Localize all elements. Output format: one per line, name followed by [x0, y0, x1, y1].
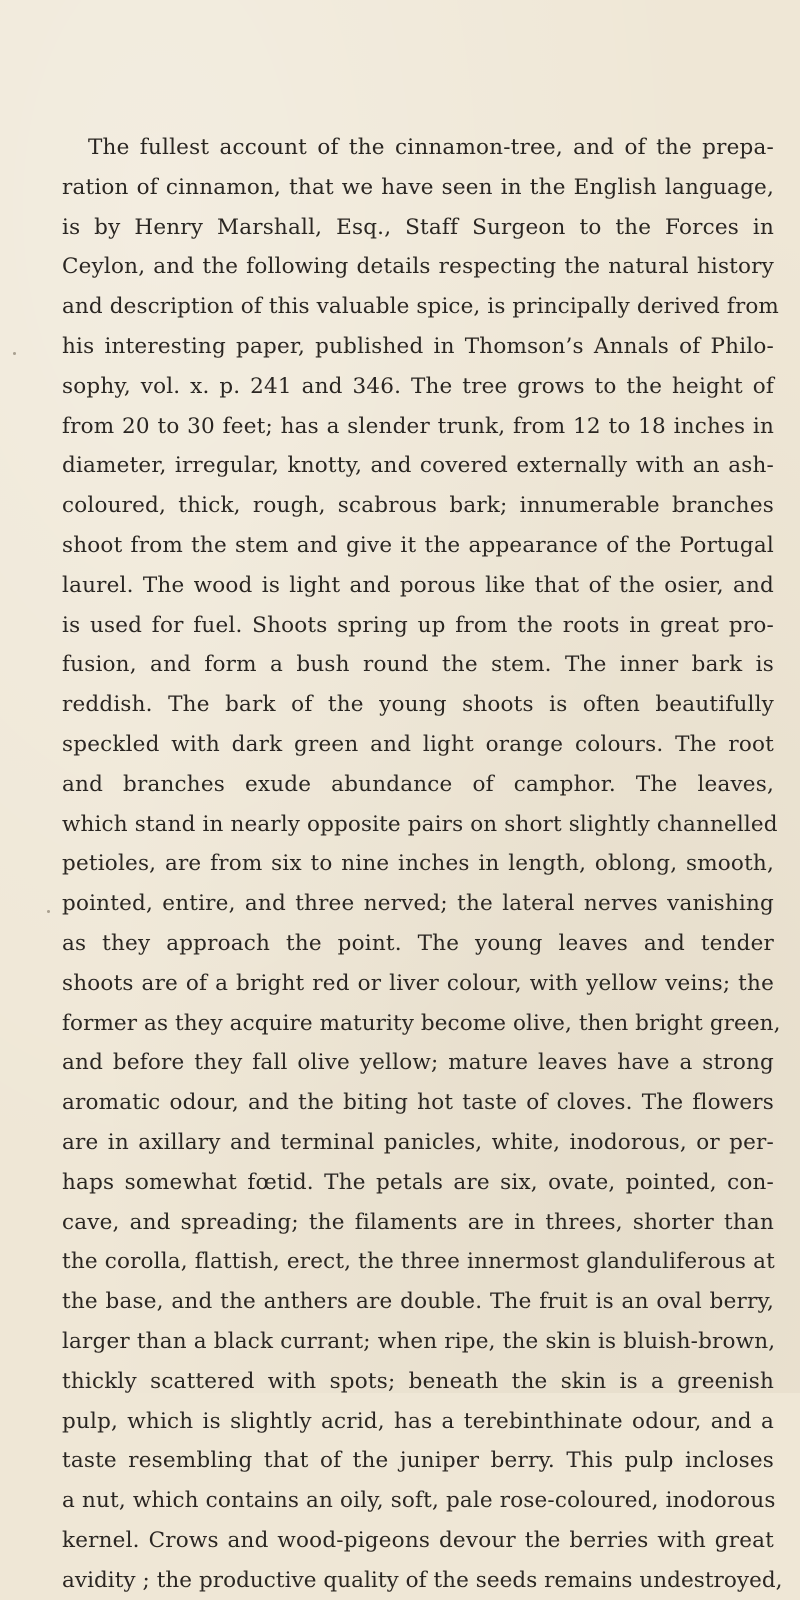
text-line: pointed, entire, and three nerved; the lateral nerves vanishing — [62, 891, 774, 917]
text-line: is used for fuel. Shoots spring up from the roots in great pro- — [62, 612, 774, 638]
text-line: laurel. The wood is light and porous like that of the osier, and — [62, 572, 774, 598]
paper-speck — [13, 352, 16, 355]
text-line: coloured, thick, rough, scabrous bark; innumerable branches — [62, 493, 774, 519]
text-line: diameter, irregular, knotty, and covered externally with an ash- — [62, 453, 774, 479]
text-line: the base, and the anthers are double. The fruit is an oval berry, — [62, 1289, 774, 1315]
paper-speck — [47, 910, 50, 913]
text-line: former as they acquire maturity become olive, then bright green, — [62, 1010, 781, 1036]
text-line: The fullest account of the cinnamon-tree, and of the prepa- — [88, 135, 774, 160]
body-paragraph — [62, 128, 783, 1600]
text-line: ration of cinnamon, that we have seen in the English language, — [62, 174, 774, 200]
text-line: shoot from the stem and give it the appearance of the Portugal — [62, 532, 774, 558]
text-line: petioles, are from six to nine inches in length, oblong, smooth, — [62, 851, 774, 877]
text-line: kernel. Crows and wood-pigeons devour the berries with great — [62, 1527, 774, 1553]
text-line: Ceylon, and the following details respecting the natural history — [62, 254, 774, 280]
text-line: a nut, which contains an oily, soft, pale rose-coloured, inodorous — [62, 1488, 776, 1514]
text-line: from 20 to 30 feet; has a slender trunk, from 12 to 18 inches in — [62, 413, 774, 439]
text-line: and before they fall olive yellow; mature leaves have a strong — [62, 1050, 774, 1076]
text-line: his interesting paper, published in Thomson’s Annals of Philo- — [62, 333, 774, 359]
text-line: the corolla, flattish, erect, the three innermost glanduliferous at — [62, 1249, 775, 1275]
text-line: reddish. The bark of the young shoots is often beautifully — [62, 692, 774, 718]
text-line: which stand in nearly opposite pairs on short slightly channelled — [62, 811, 778, 837]
text-line: and branches exude abundance of camphor. The leaves, — [62, 771, 774, 797]
text-line: larger than a black currant; when ripe, the skin is bluish-brown, — [62, 1328, 776, 1354]
text-line: pulp, which is slightly acrid, has a terebinthinate odour, and a — [62, 1408, 774, 1434]
text-line: sophy, vol. x. p. 241 and 346. The tree grows to the height of — [62, 373, 774, 399]
text-line: haps somewhat fœtid. The petals are six, ovate, pointed, con- — [62, 1169, 774, 1195]
text-line: aromatic odour, and the biting hot taste of cloves. The flowers — [62, 1090, 774, 1116]
text-line: are in axillary and terminal panicles, white, inodorous, or per- — [62, 1129, 774, 1155]
text-line: speckled with dark green and light orange colours. The root — [62, 731, 774, 757]
text-line: fusion, and form a bush round the stem. The inner bark is — [62, 652, 774, 678]
text-line: is by Henry Marshall, Esq., Staff Surgeon to the Forces in — [62, 214, 774, 240]
text-line: shoots are of a bright red or liver colour, with yellow veins; the — [62, 970, 774, 996]
text-line: as they approach the point. The young leaves and tender — [62, 930, 774, 956]
text-line: cave, and spreading; the filaments are in threes, shorter than — [62, 1209, 774, 1235]
text-line: and description of this valuable spice, is principally derived from — [62, 294, 779, 320]
text-line: taste resembling that of the juniper berry. This pulp incloses — [62, 1448, 774, 1474]
text-line: avidity ; the productive quality of the seeds remains undestroyed, — [62, 1567, 783, 1593]
text-line: thickly scattered with spots; beneath the skin is a greenish — [62, 1368, 774, 1394]
